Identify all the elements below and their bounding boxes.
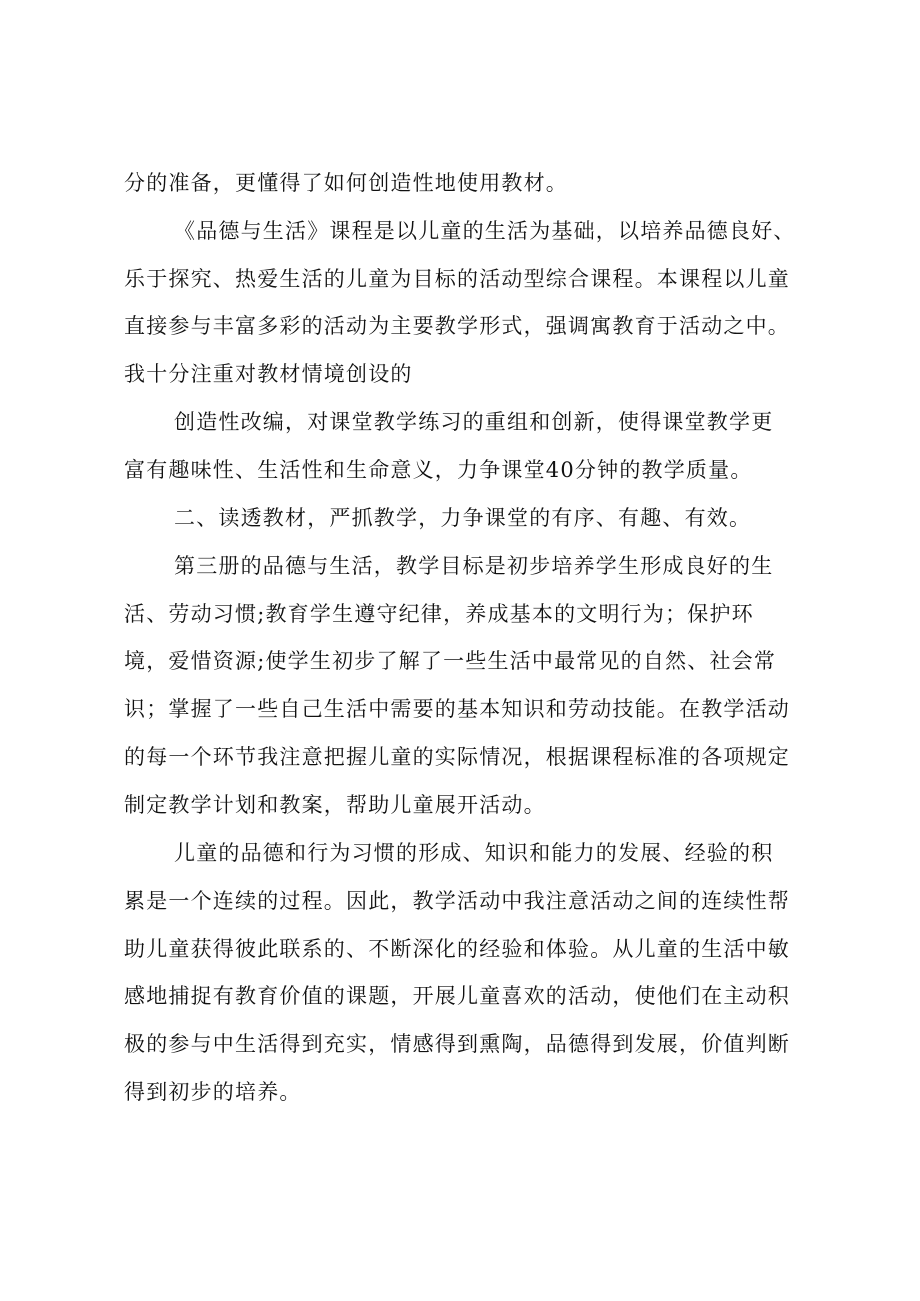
text-line: 识；掌握了一些自己生活中需要的基本知识和劳动技能。在教学活动 bbox=[124, 697, 790, 721]
text-line: 我十分注重对教材情境创设的 bbox=[124, 362, 413, 386]
text-line: 分的准备，更懂得了如何创造性地使用教材。 bbox=[124, 171, 568, 195]
text-line: 感地捕捉有教育价值的课题，开展儿童喜欢的活动，使他们在主动积 bbox=[124, 984, 790, 1008]
text-line: 境，爱惜资源;使学生初步了解了一些生活中最常见的自然、社会常 bbox=[124, 649, 777, 673]
text-line: 制定教学计划和教案，帮助儿童展开活动。 bbox=[124, 793, 546, 817]
text-line: 得到初步的培养。 bbox=[124, 1080, 302, 1104]
text-line: 儿童的品德和行为习惯的形成、知识和能力的发展、经验的积 bbox=[174, 841, 774, 865]
text-line: 《品德与生活》课程是以儿童的生活为基础，以培养品德良好、 bbox=[174, 219, 796, 243]
text-line: 乐于探究、热爱生活的儿童为目标的活动型综合课程。本课程以儿童 bbox=[124, 267, 790, 291]
text-line: 二、读透教材，严抓教学，力争课堂的有序、有趣、有效。 bbox=[174, 506, 752, 530]
text-line: 活、劳动习惯;教育学生遵守纪律，养成基本的文明行为；保护环 bbox=[124, 602, 754, 626]
text-line: 助儿童获得彼此联系的、不断深化的经验和体验。从儿童的生活中敏 bbox=[124, 937, 790, 961]
text-line: 的每一个环节我注意把握儿童的实际情况，根据课程标准的各项规定 bbox=[124, 745, 790, 769]
text-line: 累是一个连续的过程。因此，教学活动中我注意活动之间的连续性帮 bbox=[124, 889, 790, 913]
text-line: 直接参与丰富多彩的活动为主要教学形式，强调寓教育于活动之中。 bbox=[124, 314, 790, 338]
text-line: 创造性改编，对课堂教学练习的重组和创新，使得课堂教学更 bbox=[174, 410, 774, 434]
text-line: 第三册的品德与生活，教学目标是初步培养学生形成良好的生 bbox=[174, 554, 774, 578]
text-line: 富有趣味性、生活性和生命意义，力争课堂40分钟的教学质量。 bbox=[124, 458, 753, 482]
text-line: 极的参与中生活得到充实，情感得到熏陶，品德得到发展，价值判断 bbox=[124, 1032, 790, 1056]
